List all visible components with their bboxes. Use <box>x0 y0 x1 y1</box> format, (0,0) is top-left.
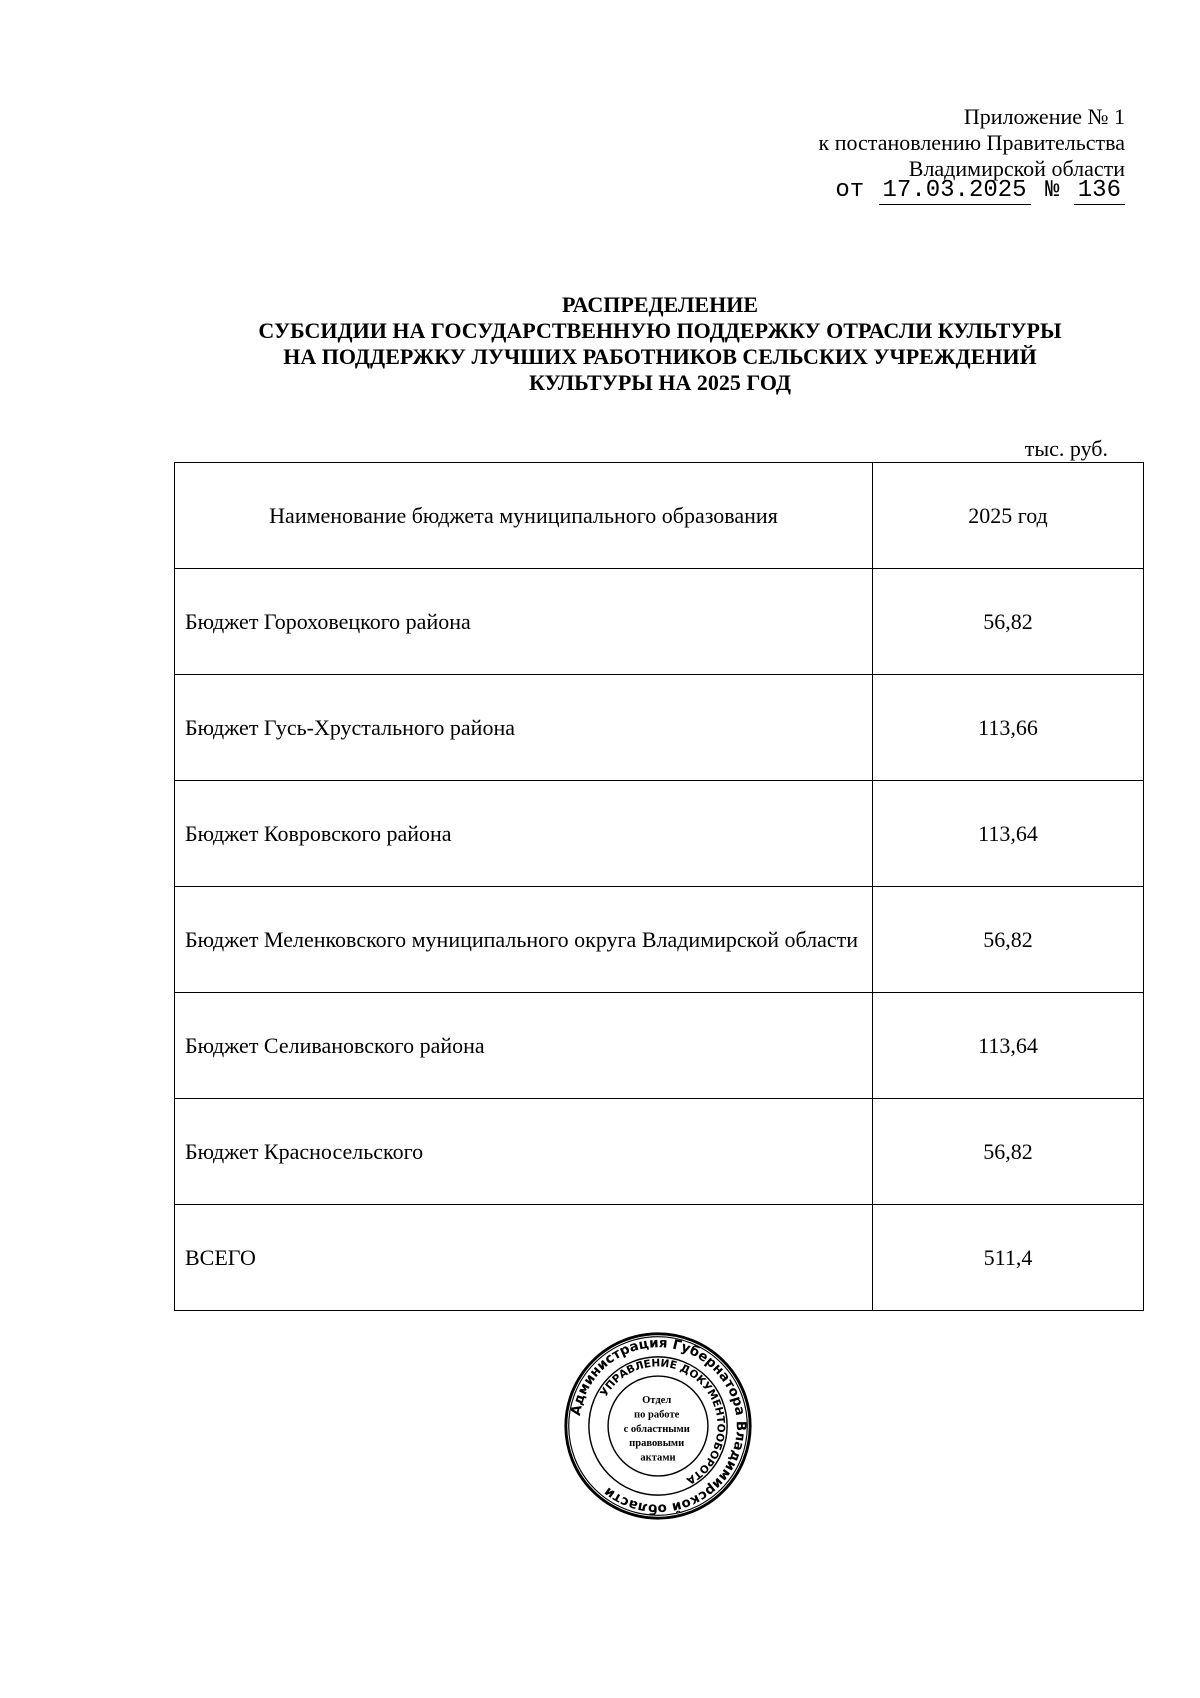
stamp-center-text: Отдел по работе с областными правовыми актами <box>623 1394 690 1464</box>
distribution-table <box>174 462 1144 1311</box>
resolution-number: 136 <box>1074 178 1125 205</box>
resolution-line: к постановлению Правительства <box>818 130 1125 155</box>
budget-value: 113,64 <box>873 993 1144 1099</box>
budget-value: 113,64 <box>873 781 1144 887</box>
table-row <box>175 887 1144 993</box>
title-line-4: КУЛЬТУРЫ НА 2025 ГОД <box>528 370 791 395</box>
header-budget-name: Наименование бюджета муниципального образования <box>175 463 873 569</box>
units-label: тыс. руб. <box>1024 436 1108 461</box>
official-stamp <box>562 1330 754 1522</box>
total-value: 511,4 <box>873 1205 1144 1311</box>
table-row <box>175 675 1144 781</box>
total-label: ВСЕГО <box>175 1205 873 1311</box>
resolution-date: 17.03.2025 <box>879 178 1031 205</box>
table-row <box>175 569 1144 675</box>
budget-name: Бюджет Красносельского <box>175 1099 873 1205</box>
budget-name: Бюджет Гусь-Хрустального района <box>175 675 873 781</box>
number-prefix: № <box>1044 177 1060 204</box>
title-line-3: НА ПОДДЕРЖКУ ЛУЧШИХ РАБОТНИКОВ СЕЛЬСКИХ УЧРЕЖДЕНИЙ <box>283 344 1037 369</box>
appendix-header <box>819 104 1125 205</box>
budget-name: Бюджет Гороховецкого района <box>175 569 873 675</box>
document-title <box>0 292 1200 396</box>
budget-value: 56,82 <box>873 887 1144 993</box>
date-prefix: от <box>835 177 865 204</box>
title-line-2: СУБСИДИИ НА ГОСУДАРСТВЕННУЮ ПОДДЕРЖКУ ОТРАСЛИ КУЛЬТУРЫ <box>258 318 1062 343</box>
budget-value: 113,66 <box>873 675 1144 781</box>
table-row <box>175 781 1144 887</box>
budget-name: Бюджет Меленковского муниципального округа Владимирской области <box>175 887 873 993</box>
table-header-row <box>175 463 1144 569</box>
table-row <box>175 993 1144 1099</box>
budget-name: Бюджет Ковровского района <box>175 781 873 887</box>
stamp-inner-text: УПРАВЛЕНИЕ ДОКУМЕНТООБОРОТА <box>598 1357 727 1487</box>
region-line: Владимирской области <box>908 156 1125 181</box>
budget-value: 56,82 <box>873 1099 1144 1205</box>
table-row-total <box>175 1205 1144 1311</box>
appendix-number: Приложение № 1 <box>963 104 1125 129</box>
budget-name: Бюджет Селивановского района <box>175 993 873 1099</box>
stamp-outer-text: Администрация Губернатора Владимирской области <box>568 1336 748 1516</box>
budget-value: 56,82 <box>873 569 1144 675</box>
date-line <box>819 178 1125 205</box>
header-year: 2025 год <box>873 463 1144 569</box>
title-line-1: РАСПРЕДЕЛЕНИЕ <box>561 292 758 317</box>
table-row <box>175 1099 1144 1205</box>
